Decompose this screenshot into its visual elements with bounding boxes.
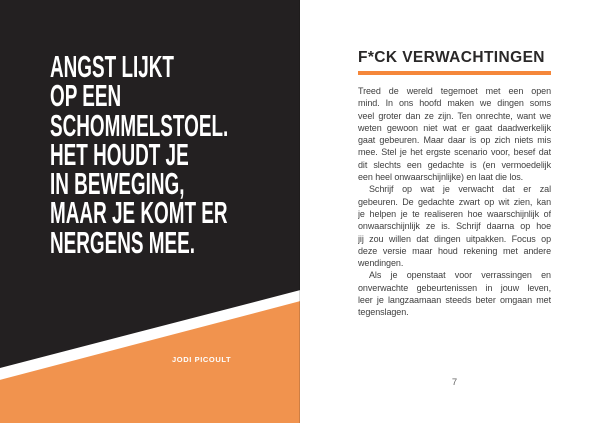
quote-line: OP EEN	[50, 78, 122, 114]
body-line: mee. Stel je het ergste scenario voor, besef dat	[358, 147, 551, 158]
quote-author: JODI PICOULT	[172, 355, 232, 364]
quote-line: ANGST LIJKT	[50, 49, 174, 84]
body-text-block	[358, 85, 551, 319]
body-line: Als je openstaat voor verrassingen en	[369, 270, 551, 281]
body-line: mind. In ons hoofd maken we dingen soms	[358, 98, 551, 109]
title-underline-bar	[358, 71, 551, 75]
chapter-title: F*CK VERWACHTINGEN	[358, 49, 545, 66]
page-number: 7	[451, 377, 458, 388]
body-line: gaat gebeuren. Maar daar is op zich niets mis	[358, 135, 551, 146]
body-line: onwaarschijnlijk ze is. Schrijf daarna op hoe	[358, 221, 551, 232]
quote-line: NERGENS MEE.	[50, 224, 196, 260]
body-line: jij zou willen dat dingen uitpakken. Focus op	[358, 233, 551, 244]
body-line: Treed de wereld tegemoet met een open	[358, 86, 551, 96]
body-line: onverwachte gebeurtenissen in jouw leven,	[358, 282, 551, 293]
quote-line: SCHOMMELSTOEL.	[50, 107, 229, 143]
quote-block	[50, 49, 229, 260]
body-line: je helpen je te realiseren hoe waarschijnlijk of	[358, 208, 551, 219]
body-line: dit slechts een gedachte is (en vermoedelijk	[358, 159, 551, 170]
body-line: leer je langzaamaan steeds beter omgaan met	[358, 295, 551, 306]
body-line: tegenslagen.	[358, 307, 409, 318]
body-line: veel groter dan ze zijn. Ten onrechte, want we	[358, 110, 551, 121]
quote-line: MAAR JE KOMT ER	[50, 195, 228, 231]
body-line: gebeuren. De gedachte zwart op wit zien, kan	[358, 196, 551, 207]
quote-line: HET HOUDT JE	[50, 136, 189, 172]
quote-line: IN BEWEGING,	[50, 166, 185, 202]
body-line: een heel onwaarschijnlijke) en laat die los.	[358, 172, 524, 183]
right-page	[300, 0, 600, 423]
body-line: deze versie maar houd rekening met andere	[358, 245, 551, 256]
body-line: weten gewoon niet wat er gaat daadwerkelijk	[358, 122, 551, 133]
body-line: Schrijf op wat je verwacht dat er zal	[369, 184, 551, 195]
body-line: wendingen.	[358, 258, 404, 269]
